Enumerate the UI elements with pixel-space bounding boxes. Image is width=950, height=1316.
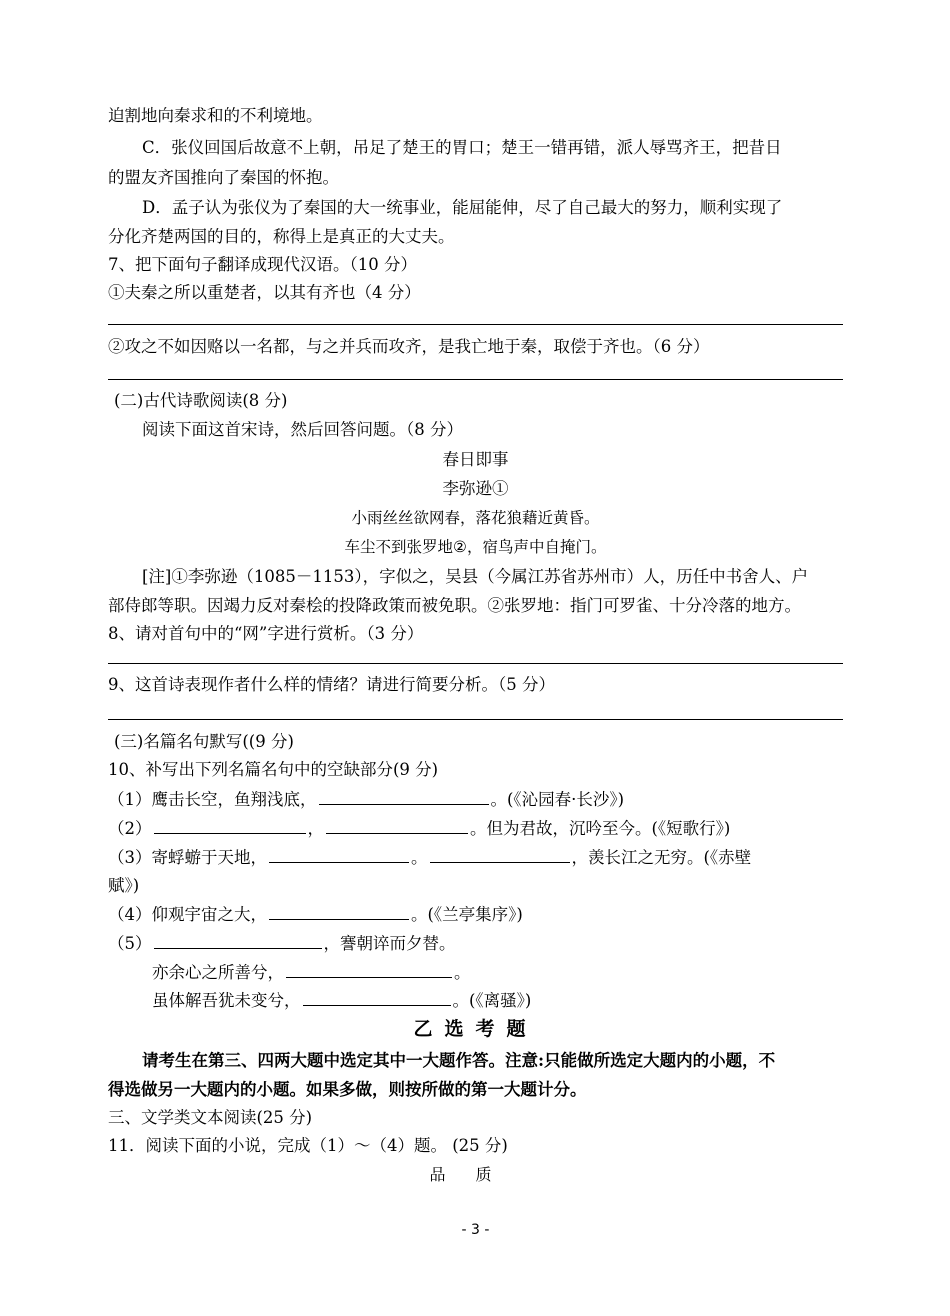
poem-author: 李弥逊① bbox=[442, 479, 509, 498]
recitation-5-prompt: （5） bbox=[108, 934, 152, 953]
recitation-2-source: 。但为君故，沉吟至今。(《短歌行》) bbox=[470, 819, 731, 838]
option-d-line-2: 分化齐楚两国的目的，称得上是真正的大丈夫。 bbox=[108, 227, 455, 246]
recitation-5b-prompt: 亦余心之所善兮， bbox=[152, 963, 284, 982]
recitation-5c-source: 。(《离骚》) bbox=[452, 991, 532, 1010]
answer-line-7-1[interactable] bbox=[108, 324, 843, 325]
option-c-line-2: 的盟友齐国推向了秦国的怀抱。 bbox=[108, 168, 339, 187]
section-three-heading: 三、文学类文本阅读(25 分) bbox=[108, 1108, 313, 1127]
blank-2b[interactable] bbox=[326, 816, 468, 834]
question-11-heading: 11．阅读下面的小说，完成（1）～（4）题。 (25 分) bbox=[108, 1136, 508, 1155]
blank-4[interactable] bbox=[269, 902, 409, 920]
elective-section-title: 乙选考题 bbox=[413, 1018, 538, 1040]
poem-instruction: 阅读下面这首宋诗，然后回答问题。（8 分） bbox=[142, 420, 463, 439]
recitation-item-2 bbox=[108, 816, 843, 841]
recitation-item-5-line-3 bbox=[152, 988, 843, 1013]
option-c-line-1: C．张仪回国后故意不上朝，吊足了楚王的胃口；楚王一错再错，派人辱骂齐王，把昔日 bbox=[142, 138, 782, 157]
recitation-item-3-continued: 赋》) bbox=[108, 876, 140, 895]
question-8: 8、请对首句中的“网”字进行赏析。（3 分） bbox=[108, 624, 424, 643]
elective-instruction-line-1: 请考生在第三、四两大题中选定其中一大题作答。注意:只能做所选定大题内的小题，不 bbox=[142, 1051, 776, 1070]
section-2-heading: (二)古代诗歌阅读(8 分) bbox=[114, 391, 288, 410]
story-title: 品质 bbox=[429, 1165, 522, 1184]
recitation-item-4 bbox=[108, 902, 843, 927]
poem-note-line-2: 部侍郎等职。因竭力反对秦桧的投降政策而被免职。②张罗地：指门可罗雀、十分冷落的地方。 bbox=[108, 596, 801, 615]
answer-line-9[interactable] bbox=[108, 719, 843, 720]
blank-3a[interactable] bbox=[269, 845, 409, 863]
blank-1[interactable] bbox=[319, 787, 489, 805]
section-3-heading: (三)名篇名句默写((9 分) bbox=[114, 732, 294, 751]
recitation-2-comma: ， bbox=[307, 819, 324, 838]
option-b-continuation: 迫割地向秦求和的不利境地。 bbox=[108, 106, 323, 125]
question-10-heading: 10、补写出下列名篇名句中的空缺部分(9 分) bbox=[108, 760, 439, 779]
blank-3b[interactable] bbox=[430, 845, 570, 863]
recitation-5-text: ，謇朝谇而夕替。 bbox=[323, 934, 456, 953]
page-number: - 3 - bbox=[461, 1222, 490, 1238]
blank-5a[interactable] bbox=[154, 931, 322, 949]
recitation-5c-prompt: 虽体解吾犹未变兮， bbox=[152, 991, 301, 1010]
recitation-3-prompt: （3）寄蜉蝣于天地， bbox=[108, 848, 267, 867]
recitation-4-prompt: （4）仰观宇宙之大， bbox=[108, 905, 267, 924]
recitation-item-3 bbox=[108, 845, 843, 870]
recitation-item-1 bbox=[108, 787, 843, 812]
blank-5c[interactable] bbox=[303, 988, 451, 1006]
recitation-3-source: ，羡长江之无穷。(《赤壁 bbox=[571, 848, 752, 867]
recitation-item-5-line-2 bbox=[152, 960, 843, 985]
recitation-5b-period: 。 bbox=[454, 963, 471, 982]
question-7-heading: 7、把下面句子翻译成现代汉语。（10 分） bbox=[108, 255, 417, 274]
blank-5b[interactable] bbox=[286, 960, 452, 978]
poem-line-2: 车尘不到张罗地②，宿鸟声中自掩门。 bbox=[344, 538, 607, 556]
recitation-1-prompt: （1）鹰击长空，鱼翔浅底， bbox=[108, 790, 317, 809]
poem-note-line-1: [注]①李弥逊（1085－1153），字似之，吴县（今属江苏省苏州市）人，历任中书舍人、户 bbox=[142, 567, 809, 586]
recitation-2-prompt: （2） bbox=[108, 819, 152, 838]
question-9: 9、这首诗表现作者什么样的情绪？请进行简要分析。（5 分） bbox=[108, 675, 555, 694]
question-7-sentence-1: ①夫秦之所以重楚者，以其有齐也（4 分） bbox=[108, 283, 421, 302]
recitation-1-source: 。(《沁园春·长沙》) bbox=[490, 790, 625, 809]
recitation-4-source: 。(《兰亭集序》) bbox=[411, 905, 523, 924]
answer-line-7-2[interactable] bbox=[108, 379, 843, 380]
option-d-line-1: D．孟子认为张仪为了秦国的大一统事业，能屈能伸，尽了自己最大的努力，顺利实现了 bbox=[142, 198, 783, 217]
elective-instruction-line-2: 得选做另一大题内的小题。如果多做，则按所做的第一大题计分。 bbox=[108, 1080, 587, 1099]
blank-2a[interactable] bbox=[154, 816, 306, 834]
poem-line-1: 小雨丝丝欲网春，落花狼藉近黄昏。 bbox=[351, 509, 600, 527]
answer-line-8[interactable] bbox=[108, 663, 843, 664]
poem-title: 春日即事 bbox=[442, 450, 509, 469]
question-7-sentence-2: ②攻之不如因赂以一名都，与之并兵而攻齐，是我亡地于秦，取偿于齐也。（6 分） bbox=[108, 337, 710, 356]
recitation-3-period: 。 bbox=[411, 848, 428, 867]
recitation-item-5 bbox=[108, 931, 843, 956]
